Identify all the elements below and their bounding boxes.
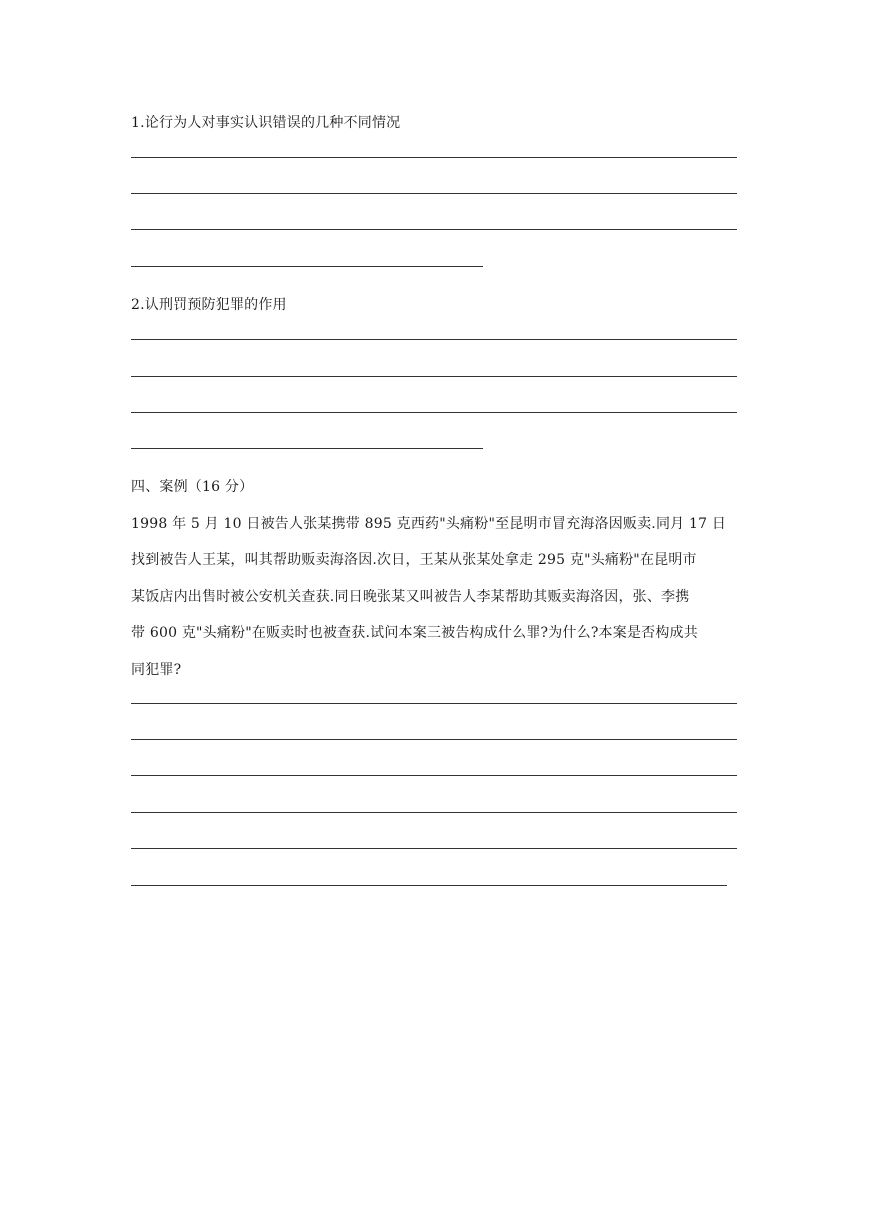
case-text-line: 带 600 克"头痛粉"在贩卖时也被查获.试问本案三被告构成什么罪?为什么?本案是否构成共 — [131, 625, 698, 641]
answer-line — [131, 376, 737, 377]
answer-line — [131, 448, 483, 449]
case-text-line: 找到被告人王某，叫其帮助贩卖海洛因.次日，王某从张某处拿走 295 克"头痛粉"在昆明市 — [131, 552, 697, 568]
answer-line — [131, 339, 737, 340]
answer-line — [131, 848, 737, 849]
answer-line — [131, 193, 737, 194]
case-text-line: 1998 年 5 月 10 日被告人张某携带 895 克西药"头痛粉"至昆明市冒充海洛因贩卖.同月 17 日 — [131, 516, 727, 532]
section-4-heading: 四、案例（16 分） — [131, 479, 254, 495]
case-text-line: 同犯罪? — [131, 662, 182, 678]
question-1-title: 1.论行为人对事实认识错误的几种不同情况 — [131, 115, 401, 131]
answer-line — [131, 885, 727, 886]
answer-line — [131, 703, 737, 704]
question-2-title: 2.认刑罚预防犯罪的作用 — [131, 297, 287, 313]
case-text-line: 某饭店内出售时被公安机关查获.同日晚张某又叫被告人李某帮助其贩卖海洛因，张、李携 — [131, 589, 690, 605]
answer-line — [131, 266, 483, 267]
answer-line — [131, 812, 737, 813]
answer-line — [131, 412, 737, 413]
answer-line — [131, 775, 737, 776]
answer-line — [131, 229, 737, 230]
answer-line — [131, 739, 737, 740]
answer-line — [131, 157, 737, 158]
